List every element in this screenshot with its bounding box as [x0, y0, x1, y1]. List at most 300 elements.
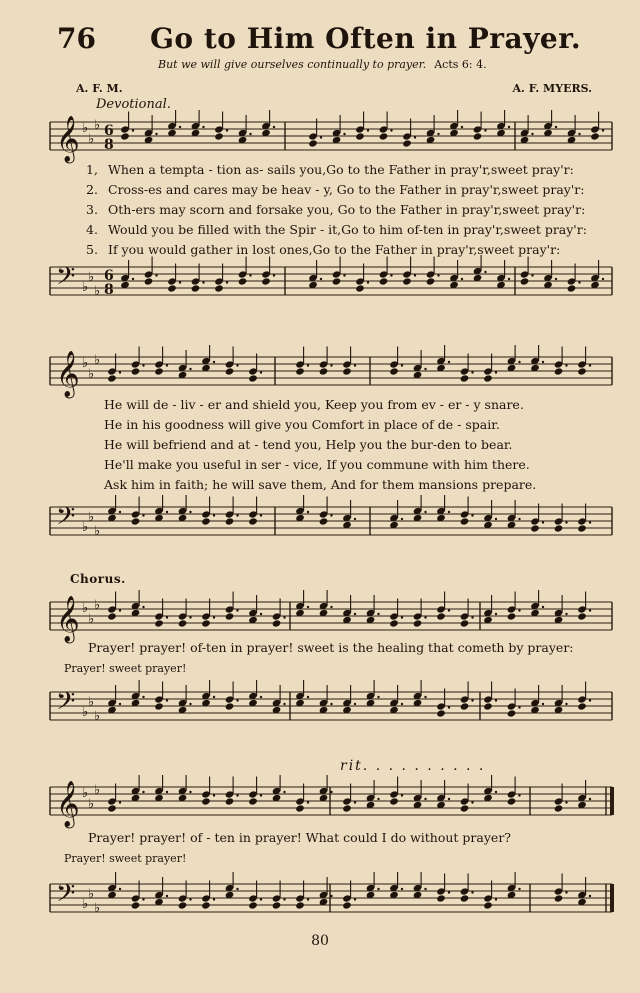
note-dot: [320, 278, 322, 280]
note-head: [295, 367, 305, 375]
note-dot: [448, 609, 450, 611]
note-dot: [307, 511, 309, 513]
note-head: [201, 619, 211, 627]
note-head: [473, 132, 483, 140]
flat-icon: ♭: [94, 524, 101, 539]
note-dot: [343, 133, 345, 135]
treble-staff-4: [0, 775, 640, 835]
flat-icon: ♭: [82, 897, 89, 912]
note-dot: [189, 791, 191, 793]
note-dot: [119, 511, 121, 513]
note-head: [460, 702, 470, 710]
note-dot: [260, 794, 262, 796]
note-dot: [189, 898, 191, 900]
flat-icon: ♭: [88, 270, 95, 285]
note-head: [225, 367, 235, 375]
note-dot: [343, 274, 345, 276]
note-head: [214, 132, 224, 140]
note-dot: [495, 699, 497, 701]
note-head: [436, 612, 446, 620]
note-dot: [518, 361, 520, 363]
note-dot: [602, 129, 604, 131]
note-dot: [155, 133, 157, 135]
note-dot: [155, 274, 157, 276]
note-dot: [202, 281, 204, 283]
note-dot: [565, 521, 567, 523]
note-head: [342, 804, 352, 812]
note-dot: [189, 511, 191, 513]
note-head: [225, 702, 235, 710]
note-dot: [307, 364, 309, 366]
bass-clef-icon: 𝄢: [56, 262, 76, 297]
note-dot: [273, 126, 275, 128]
time-signature-bottom: 8: [104, 137, 114, 153]
note-head: [178, 901, 188, 909]
note-dot: [589, 364, 591, 366]
note-head: [154, 619, 164, 627]
note-dot: [531, 133, 533, 135]
note-dot: [354, 898, 356, 900]
note-dot: [330, 791, 332, 793]
note-dot: [249, 274, 251, 276]
note-dot: [471, 616, 473, 618]
note-dot: [283, 703, 285, 705]
note-head: [154, 367, 164, 375]
flat-icon: ♭: [88, 510, 95, 525]
note-dot: [260, 371, 262, 373]
verse-text: Oth-ers may scorn and forsake you, Go to the Father in pray'r,sweet pray'r:: [108, 202, 586, 217]
treble-staff-2: [0, 345, 640, 405]
note-head: [355, 284, 365, 292]
note-dot: [213, 696, 215, 698]
note-dot: [132, 278, 134, 280]
note-dot: [354, 518, 356, 520]
note-dot: [367, 129, 369, 131]
note-dot: [437, 274, 439, 276]
note-dot: [367, 281, 369, 283]
note-dot: [226, 281, 228, 283]
note-dot: [189, 616, 191, 618]
flat-icon: ♭: [82, 121, 89, 136]
note-head: [389, 619, 399, 627]
note-dot: [142, 364, 144, 366]
scripture-quote: [158, 58, 487, 71]
refrain-4: He'll make you useful in ser - vice, If you commune with him there.: [104, 457, 530, 472]
note-dot: [236, 794, 238, 796]
verse-number: 5.: [86, 242, 98, 257]
flat-icon: ♭: [88, 132, 95, 147]
note-dot: [495, 371, 497, 373]
note-dot: [260, 898, 262, 900]
note-dot: [166, 791, 168, 793]
note-dot: [471, 891, 473, 893]
note-dot: [189, 703, 191, 705]
bass-clef-icon: 𝄢: [56, 879, 76, 914]
note-dot: [213, 794, 215, 796]
note-dot: [166, 699, 168, 701]
verse-number: 1,: [86, 162, 98, 177]
note-head: [248, 374, 258, 382]
flat-icon: ♭: [88, 367, 95, 382]
chorus-echo-2: Prayer! sweet prayer!: [64, 852, 187, 865]
hymn-number: 76: [57, 22, 96, 55]
note-dot: [260, 613, 262, 615]
note-dot: [166, 616, 168, 618]
flat-icon: ♭: [88, 797, 95, 812]
note-dot: [330, 895, 332, 897]
note-head: [554, 524, 564, 532]
note-head: [248, 901, 258, 909]
flat-icon: ♭: [82, 356, 89, 371]
note-dot: [213, 898, 215, 900]
verse-text: Cross-es and cares may be heav - y, Go to the Father in pray'r,sweet pray'r:: [108, 182, 585, 197]
verse-3: [86, 202, 585, 217]
note-dot: [330, 606, 332, 608]
note-head: [483, 702, 493, 710]
note-head: [201, 517, 211, 525]
ritardando-marking: rit. . . . . . . . . .: [340, 758, 486, 774]
note-dot: [236, 699, 238, 701]
treble-clef-icon: 𝄞: [56, 351, 80, 397]
note-dot: [518, 609, 520, 611]
note-head: [261, 277, 271, 285]
flat-icon: ♭: [94, 118, 101, 133]
note-dot: [484, 271, 486, 273]
note-head: [389, 797, 399, 805]
note-head: [402, 139, 412, 147]
bass-staff-2: [0, 495, 640, 555]
note-dot: [142, 606, 144, 608]
note-head: [154, 702, 164, 710]
note-head: [379, 277, 389, 285]
note-dot: [236, 888, 238, 890]
chorus-line-2: Prayer! prayer! of - ten in prayer! What could I do without prayer?: [88, 830, 511, 845]
time-signature-top: 6: [104, 268, 114, 284]
note-head: [107, 804, 117, 812]
refrain-2: He in his goodness will give you Comfort in place of de - spair.: [104, 417, 500, 432]
note-dot: [142, 514, 144, 516]
note-dot: [461, 126, 463, 128]
note-head: [413, 619, 423, 627]
note-dot: [236, 364, 238, 366]
refrain-3: He will befriend and at - tend you, Help you the bur-den to bear.: [104, 437, 513, 452]
note-dot: [495, 898, 497, 900]
note-dot: [202, 126, 204, 128]
note-dot: [213, 361, 215, 363]
page-number: 80: [311, 933, 329, 949]
note-head: [225, 517, 235, 525]
note-dot: [213, 616, 215, 618]
note-head: [295, 901, 305, 909]
note-head: [144, 277, 154, 285]
note-dot: [401, 364, 403, 366]
verse-1: [86, 162, 574, 177]
note-dot: [142, 898, 144, 900]
flat-icon: ♭: [94, 709, 101, 724]
note-dot: [424, 616, 426, 618]
note-dot: [283, 898, 285, 900]
note-dot: [307, 898, 309, 900]
note-dot: [495, 613, 497, 615]
note-dot: [330, 364, 332, 366]
composer: A. F. MYERS.: [512, 82, 592, 95]
note-head: [272, 901, 282, 909]
note-head: [248, 797, 258, 805]
note-head: [530, 524, 540, 532]
note-dot: [565, 703, 567, 705]
note-head: [460, 804, 470, 812]
note-head: [460, 894, 470, 902]
bass-clef-icon: 𝄢: [56, 687, 76, 722]
chorus-label: Chorus.: [70, 572, 126, 586]
note-head: [577, 524, 587, 532]
note-dot: [414, 274, 416, 276]
note-dot: [330, 514, 332, 516]
note-head: [342, 367, 352, 375]
note-head: [483, 374, 493, 382]
treble-clef-icon: 𝄞: [56, 116, 80, 162]
note-dot: [495, 791, 497, 793]
bass-staff-3: [0, 680, 640, 740]
note-head: [319, 367, 329, 375]
note-head: [483, 901, 493, 909]
note-head: [167, 284, 177, 292]
note-dot: [354, 703, 356, 705]
note-dot: [401, 703, 403, 705]
note-dot: [555, 278, 557, 280]
note-dot: [260, 514, 262, 516]
note-head: [402, 277, 412, 285]
note-dot: [283, 616, 285, 618]
note-head: [131, 367, 141, 375]
note-dot: [484, 129, 486, 131]
note-head: [131, 901, 141, 909]
chorus-echo-1: Prayer! sweet prayer!: [64, 662, 187, 675]
note-head: [460, 374, 470, 382]
note-head: [332, 277, 342, 285]
note-dot: [236, 609, 238, 611]
note-dot: [119, 888, 121, 890]
note-head: [507, 709, 517, 717]
scripture-text: But we will give ourselves continually to prayer.: [158, 58, 427, 71]
note-head: [214, 284, 224, 292]
note-dot: [508, 126, 510, 128]
note-dot: [424, 798, 426, 800]
note-dot: [602, 278, 604, 280]
flat-icon: ♭: [94, 598, 101, 613]
note-dot: [589, 521, 591, 523]
note-dot: [424, 696, 426, 698]
note-dot: [179, 281, 181, 283]
note-dot: [578, 281, 580, 283]
refrain-5: Ask him in faith; he will save them, And for them mansions prepare.: [104, 477, 537, 492]
note-head: [178, 619, 188, 627]
note-head: [191, 284, 201, 292]
bass-staff-1: [0, 255, 640, 315]
note-dot: [518, 794, 520, 796]
note-dot: [542, 521, 544, 523]
note-head: [120, 132, 130, 140]
flat-icon: ♭: [88, 695, 95, 710]
note-dot: [424, 368, 426, 370]
note-dot: [542, 703, 544, 705]
verse-number: 3.: [86, 202, 98, 217]
flat-icon: ♭: [94, 353, 101, 368]
bass-staff-4: [0, 872, 640, 932]
note-dot: [249, 133, 251, 135]
note-dot: [189, 368, 191, 370]
note-head: [554, 804, 564, 812]
time-signature-top: 6: [104, 123, 114, 139]
note-dot: [354, 801, 356, 803]
note-dot: [401, 888, 403, 890]
time-signature-bottom: 8: [104, 282, 114, 298]
verse-text: When a tempta - tion as- sails you,Go to the Father in pray'r,sweet pray'r:: [108, 162, 574, 177]
refrain-1: He will de - liv - er and shield you, Keep you from ev - er - y snare.: [104, 397, 524, 412]
hymn-title: Go to Him Often in Prayer.: [150, 22, 582, 55]
note-dot: [119, 371, 121, 373]
note-dot: [471, 371, 473, 373]
note-dot: [283, 791, 285, 793]
note-dot: [565, 891, 567, 893]
note-dot: [179, 126, 181, 128]
note-head: [554, 894, 564, 902]
note-dot: [354, 364, 356, 366]
note-head: [460, 517, 470, 525]
flat-icon: ♭: [88, 887, 95, 902]
note-head: [436, 709, 446, 717]
verse-text: Would you be filled with the Spir - it,Go to him of-ten in pray'r,sweet pray'r:: [108, 222, 587, 237]
flat-icon: ♭: [82, 601, 89, 616]
note-dot: [414, 136, 416, 138]
note-head: [107, 612, 117, 620]
flat-icon: ♭: [82, 786, 89, 801]
flat-icon: ♭: [82, 520, 89, 535]
flat-icon: ♭: [94, 901, 101, 916]
note-head: [272, 619, 282, 627]
note-head: [507, 612, 517, 620]
note-head: [225, 612, 235, 620]
note-dot: [531, 274, 533, 276]
treble-staff-1: [0, 110, 640, 170]
flat-icon: ♭: [82, 280, 89, 295]
note-dot: [437, 133, 439, 135]
note-head: [201, 797, 211, 805]
note-head: [201, 901, 211, 909]
note-head: [567, 284, 577, 292]
note-dot: [401, 794, 403, 796]
note-dot: [377, 798, 379, 800]
note-head: [577, 612, 587, 620]
verse-number: 2.: [86, 182, 98, 197]
note-dot: [589, 798, 591, 800]
verse-text: If you would gather in lost ones,Go to the Father in pray'r,sweet pray'r:: [108, 242, 561, 257]
note-dot: [166, 895, 168, 897]
note-head: [248, 517, 258, 525]
note-head: [131, 517, 141, 525]
verse-4: [86, 222, 587, 237]
note-head: [319, 517, 329, 525]
scripture-reference: Acts 6: 4.: [434, 58, 487, 71]
note-dot: [142, 696, 144, 698]
note-dot: [119, 703, 121, 705]
note-head: [577, 367, 587, 375]
note-dot: [461, 278, 463, 280]
note-dot: [448, 706, 450, 708]
note-head: [590, 132, 600, 140]
note-head: [389, 367, 399, 375]
tempo-marking: Devotional.: [96, 97, 171, 112]
note-dot: [401, 616, 403, 618]
note-dot: [565, 613, 567, 615]
verse-number: 4.: [86, 222, 98, 237]
flat-icon: ♭: [82, 705, 89, 720]
note-dot: [471, 699, 473, 701]
note-dot: [589, 609, 591, 611]
note-head: [507, 797, 517, 805]
note-head: [426, 277, 436, 285]
note-dot: [132, 129, 134, 131]
flat-icon: ♭: [94, 284, 101, 299]
note-dot: [307, 801, 309, 803]
note-dot: [589, 699, 591, 701]
note-dot: [390, 129, 392, 131]
note-dot: [213, 514, 215, 516]
note-head: [295, 804, 305, 812]
note-dot: [377, 696, 379, 698]
treble-clef-icon: 𝄞: [56, 781, 80, 827]
note-dot: [424, 511, 426, 513]
note-dot: [166, 511, 168, 513]
flat-icon: ♭: [94, 783, 101, 798]
note-head: [379, 132, 389, 140]
note-dot: [565, 801, 567, 803]
chorus-line-1: Prayer! prayer! of-ten in prayer! sweet is the healing that cometh by prayer:: [88, 640, 574, 655]
note-dot: [142, 791, 144, 793]
note-dot: [166, 364, 168, 366]
note-head: [107, 374, 117, 382]
note-dot: [377, 888, 379, 890]
note-head: [355, 132, 365, 140]
note-dot: [448, 361, 450, 363]
note-dot: [542, 606, 544, 608]
note-dot: [448, 798, 450, 800]
note-dot: [119, 609, 121, 611]
note-dot: [119, 801, 121, 803]
treble-clef-icon: 𝄞: [56, 596, 80, 642]
note-dot: [495, 518, 497, 520]
note-dot: [578, 133, 580, 135]
note-head: [460, 619, 470, 627]
note-head: [577, 702, 587, 710]
verse-5: [86, 242, 560, 257]
note-dot: [508, 278, 510, 280]
note-dot: [354, 613, 356, 615]
note-dot: [236, 514, 238, 516]
note-dot: [390, 274, 392, 276]
note-dot: [260, 696, 262, 698]
note-dot: [542, 361, 544, 363]
note-dot: [307, 696, 309, 698]
note-dot: [424, 888, 426, 890]
lyricist: A. F. M.: [76, 82, 123, 95]
note-dot: [518, 888, 520, 890]
note-dot: [518, 518, 520, 520]
note-dot: [320, 136, 322, 138]
note-dot: [377, 613, 379, 615]
bass-clef-icon: 𝄢: [56, 502, 76, 537]
note-dot: [518, 706, 520, 708]
